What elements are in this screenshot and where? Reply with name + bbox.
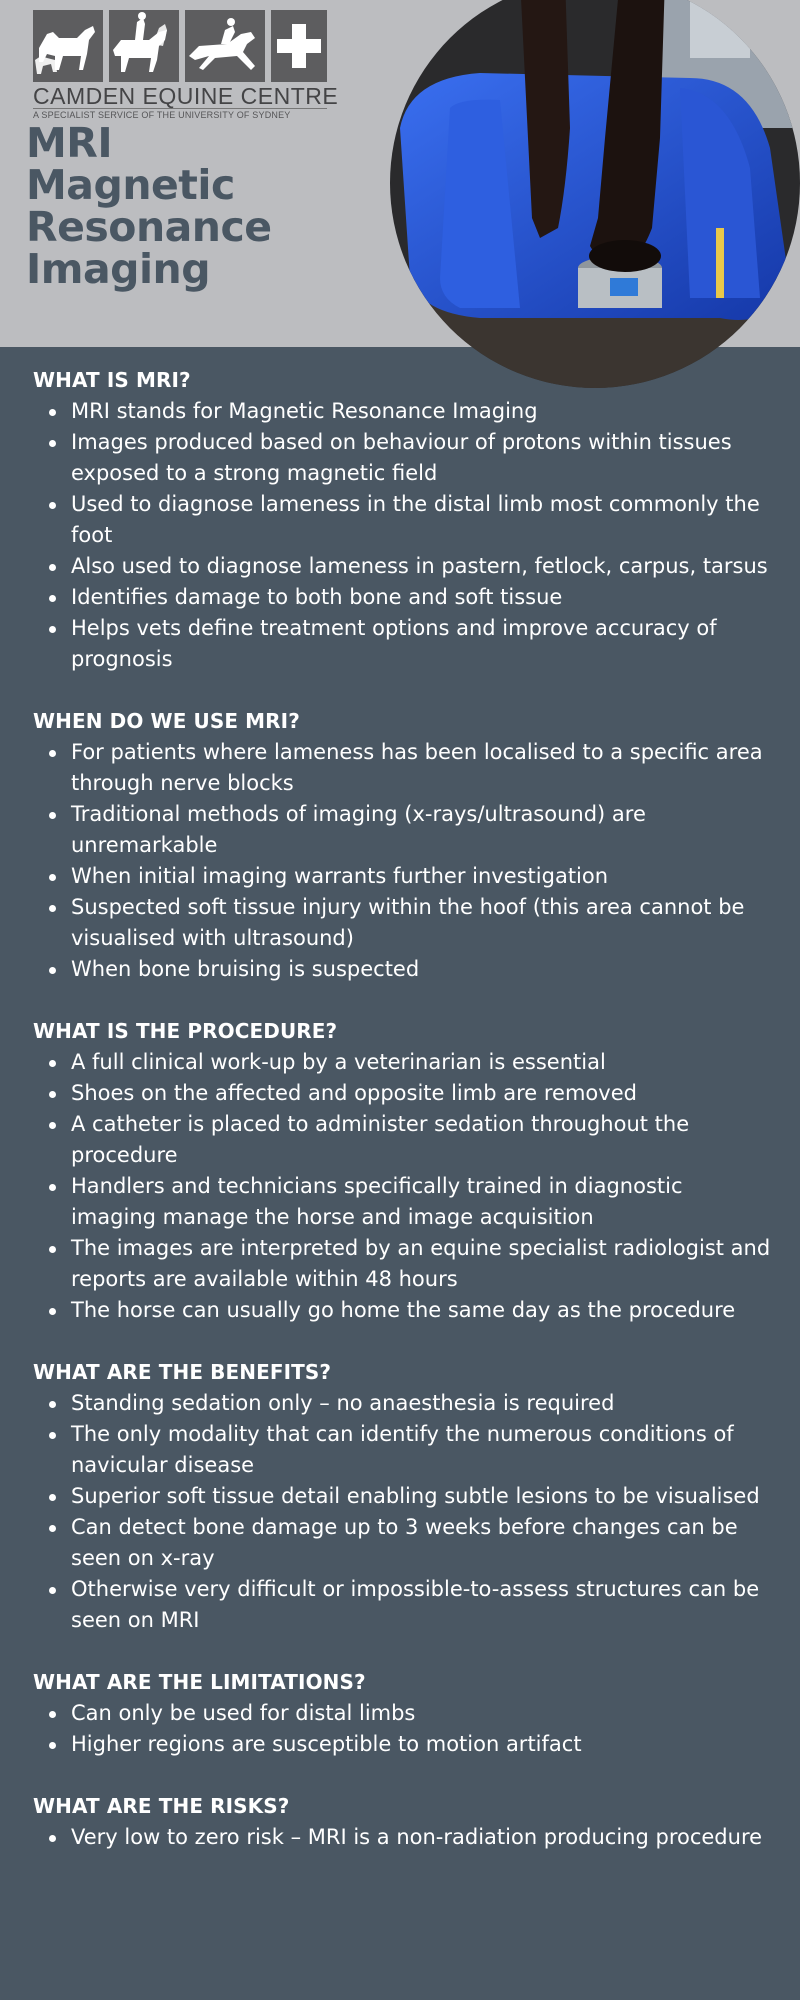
section-when-do-we-use-mri: [33, 706, 773, 985]
section-heading: WHAT IS THE PROCEDURE?: [33, 1019, 338, 1043]
list-item: Images produced based on behaviour of protons within tissues exposed to a strong magnetic field: [71, 427, 773, 489]
horse-hooves-on-mri-scanner-photo: [390, 0, 800, 388]
list-item: Helps vets define treatment options and improve accuracy of prognosis: [71, 613, 773, 675]
list-item: A catheter is placed to administer sedation throughout the procedure: [71, 1109, 773, 1171]
title-line: Magnetic: [26, 161, 235, 209]
camden-equine-centre-logo: [33, 10, 339, 120]
section-what-are-the-limitations: [33, 1667, 773, 1760]
logo-tagline: A SPECIALIST SERVICE OF THE UNIVERSITY OF SYDNEY: [33, 108, 327, 120]
bullet-list: [33, 396, 773, 675]
section-what-are-the-benefits: [33, 1357, 773, 1636]
list-item: A full clinical work-up by a veterinarian is essential: [71, 1047, 773, 1078]
list-item: The only modality that can identify the numerous conditions of navicular disease: [71, 1419, 773, 1481]
content-area: [33, 365, 773, 1884]
list-item: Can detect bone damage up to 3 weeks before changes can be seen on x-ray: [71, 1512, 773, 1574]
list-item: Traditional methods of imaging (x-rays/ultrasound) are unremarkable: [71, 799, 773, 861]
section-what-are-the-risks: [33, 1791, 773, 1853]
section-what-is-mri: [33, 365, 773, 675]
list-item: Suspected soft tissue injury within the hoof (this area cannot be visualised with ultrasound): [71, 892, 773, 954]
list-item: Can only be used for distal limbs: [71, 1698, 773, 1729]
list-item: Very low to zero risk – MRI is a non-radiation producing procedure: [71, 1822, 773, 1853]
medical-cross-icon: [271, 10, 327, 82]
title-line: Resonance: [26, 203, 272, 251]
bullet-list: [33, 737, 773, 985]
section-heading: WHAT ARE THE RISKS?: [33, 1794, 290, 1818]
logo-icon-row: [33, 10, 327, 82]
list-item: Also used to diagnose lameness in pastern, fetlock, carpus, tarsus: [71, 551, 773, 582]
horse-and-foal-icon: [33, 10, 103, 82]
list-item: The images are interpreted by an equine specialist radiologist and reports are available within 48 hours: [71, 1233, 773, 1295]
title-line: MRI: [26, 119, 113, 167]
list-item: Standing sedation only – no anaesthesia is required: [71, 1388, 773, 1419]
racehorse-jockey-icon: [185, 10, 265, 82]
horses-riders-icon: [109, 10, 179, 82]
list-item: Handlers and technicians specifically trained in diagnostic imaging manage the horse and image acquisition: [71, 1171, 773, 1233]
title-line: Imaging: [26, 245, 211, 293]
logo-name: CAMDEN EQUINE CENTRE: [33, 83, 339, 109]
section-heading: WHAT IS MRI?: [33, 368, 191, 392]
bullet-list: [33, 1698, 773, 1760]
bullet-list: [33, 1047, 773, 1326]
list-item: For patients where lameness has been localised to a specific area through nerve blocks: [71, 737, 773, 799]
list-item: Otherwise very difficult or impossible-to-assess structures can be seen on MRI: [71, 1574, 773, 1636]
section-heading: WHAT ARE THE LIMITATIONS?: [33, 1670, 366, 1694]
list-item: Shoes on the affected and opposite limb are removed: [71, 1078, 773, 1109]
section-what-is-the-procedure: [33, 1016, 773, 1326]
page-title: [26, 119, 326, 293]
list-item: The horse can usually go home the same day as the procedure: [71, 1295, 773, 1326]
list-item: Higher regions are susceptible to motion artifact: [71, 1729, 773, 1760]
list-item: Superior soft tissue detail enabling subtle lesions to be visualised: [71, 1481, 773, 1512]
header-banner: [0, 0, 800, 347]
bullet-list: [33, 1388, 773, 1636]
list-item: MRI stands for Magnetic Resonance Imaging: [71, 396, 773, 427]
list-item: When initial imaging warrants further investigation: [71, 861, 773, 892]
bullet-list: [33, 1822, 773, 1853]
list-item: Used to diagnose lameness in the distal limb most commonly the foot: [71, 489, 773, 551]
section-heading: WHEN DO WE USE MRI?: [33, 709, 300, 733]
list-item: Identifies damage to both bone and soft tissue: [71, 582, 773, 613]
section-heading: WHAT ARE THE BENEFITS?: [33, 1360, 332, 1384]
list-item: When bone bruising is suspected: [71, 954, 773, 985]
